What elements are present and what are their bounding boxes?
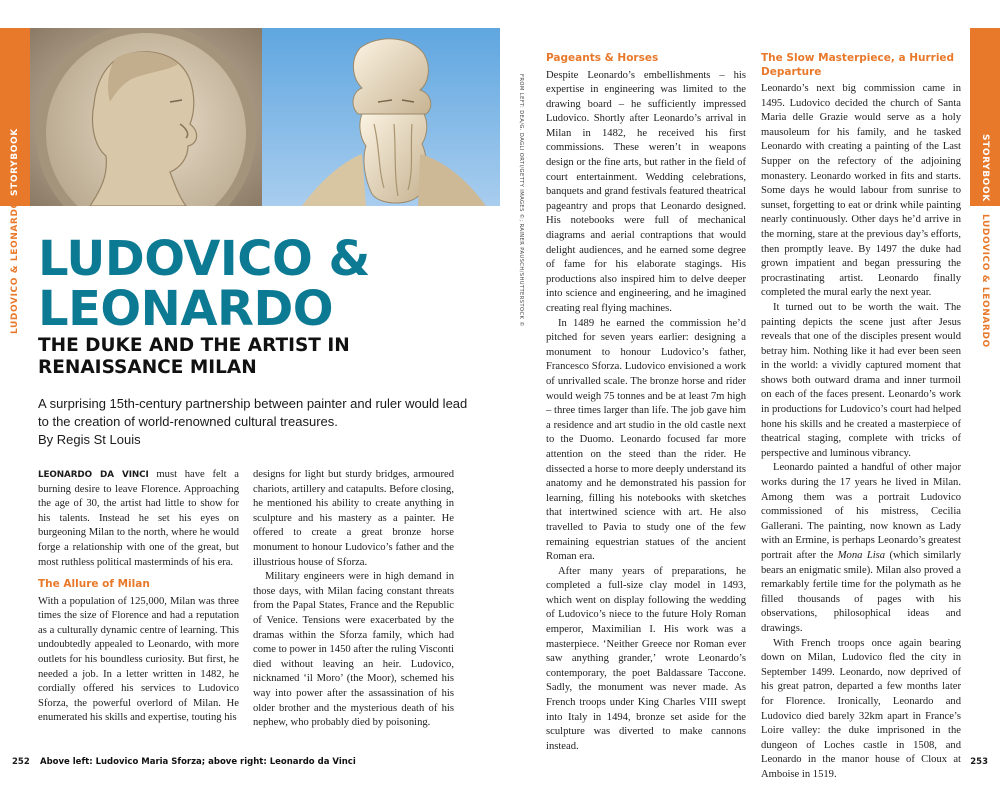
body-paragraph: With French troops once again bearing down on Milan, Ludovico fled the city in September 1499. Leonardo, now deprived of his great patron, departed a few months later for Florence. Ironically, Leonardo and Ludovico died barely 32km apart in France’s Loire valley: the duke imprisoned in the dungeon of Loches castle in 1508, and Leonardo in the manor house of Cloux at Amboise in 1519.	[761, 637, 961, 780]
body-paragraph: With a population of 125,000, Milan was three times the size of Florence and had a reputation as a culturally dynamic centre of learning. This undoubtedly appealed to Leonardo, with more outlets for his boundless curiosity. But first, he needed a job. In a letter written in 1482, he cordially offered his services to Ludovico Sforza, the powerful overlord of Milan. He enumerated his skills and expertise, touting his	[38, 595, 239, 724]
body-text: (which similarly bears an enigmatic smile). Milan also proved a remarkably fertile time for the polymath as he filled thousands of pages with his observations, philosophical ideas and drawings.	[761, 550, 961, 634]
body-text: must have felt a burning desire to leave Florence. Approaching the age of 30, the artist had little to show for his talents. Instead he set his eyes on burgeoning Milan to the north, where he would forge a relationship with one of the great, but most ruthless political masterminds of his era.	[38, 469, 240, 568]
body-paragraph: Despite Leonardo’s embellishments – his expertise in engineering was limited to the drawing board – he sufficiently impressed Ludovico. Shortly after Leonardo’s arrival in Milan in 1482, he received his first commissions. These weren’t in weapons design or the fine arts, but rather in the field of court entertainment. Wedding celebrations, banquets and grand festivals featured theatrical pageantry and props that Leonardo designed. His notebooks were full of mechanical diagrams and aerial contraptions that would delight audiences, and he earned some degree of fame for his elaborate stagings. His productions also inspired him to delve deeper into science and engineering, and he imagined creating real flying machines.	[546, 69, 746, 314]
body-column-3	[546, 52, 746, 754]
body-paragraph: It turned out to be worth the wait. The painting depicts the scene just after Jesus reveals that one of the disciples present would betray him. Nothing like it had ever been seen in the world: a vividly captured moment that shows both outward drama and inner turmoil on each of the faces present. Leonardo’s work in productions for Ludovico’s court had helped hone his skills and he created a masterpiece of theatrical staging, complete with tricks of perspective and luminous vibrancy.	[761, 301, 961, 459]
standfirst-text: A surprising 15th-century partnership between painter and ruler would lead to the creation of world-renowned cultural treasures.	[38, 396, 468, 429]
article-title-line-1: LUDOVICO &	[38, 231, 370, 287]
photo-ludovico-sforza	[30, 28, 262, 206]
body-column-1	[38, 468, 239, 726]
body-text: Leonardo painted a handful of other major works during the 17 years he lived in Milan. Among them was a portrait Ludovico commissioned of his mistress, Cecilia Gallerani. The painting, now known as Lady with an Ermine, is perhaps Leonardo’s greatest portrait after the	[761, 462, 961, 561]
body-paragraph: designs for light but sturdy bridges, armoured chariots, artillery and catapults. Before closing, he mentioned his ability to create anything in sculpture and his mastery as a painter. He offered to create a great bronze horse monument to honour Ludovico’s father and the illustrious house of Sforza.	[253, 469, 454, 568]
section-heading: Pageants & Horses	[546, 52, 659, 64]
image-caption: Above left: Ludovico Maria Sforza; above right: Leonardo da Vinci	[40, 757, 356, 767]
photo-leonardo-statue	[262, 28, 500, 206]
running-head-left: LUDOVICO & LEONARDO	[10, 200, 20, 334]
section-heading: The Allure of Milan	[38, 578, 150, 591]
section-heading: The Slow Masterpiece, a Hurried Departure	[761, 52, 955, 78]
running-head-right: LUDOVICO & LEONARDO	[980, 214, 990, 348]
body-paragraph: In 1489 he earned the commission he’d pitched for seven years earlier: designing a monument to honour Ludovico’s father, Francesco Sforza. Ludovico envisioned a work of unrivalled scale. The bronze horse and rider would weigh 75 tonnes and be at least 7m high – three times larger than life. The job gave him a residence and art studio in the old castle next to the Duomo. Leonardo focused far more attention on the steed than the rider. He dissected a horse to more deeply understand its anatomy and he demonstrated his passion for learning, filling his notebooks with sketches that intertwined science with art. He also travelled to Pavia to study one of the few remaining equestrian statues of the ancient Roman era.	[546, 317, 746, 563]
body-paragraph: Leonardo’s next big commission came in 1495. Ludovico decided the church of Santa Maria delle Grazie would serve as a holy mausoleum for his family, and he tasked Leonardo with creating a painting of the Last Supper on the refectory of the adjoining monastery. Leonardo worked in fits and starts. Some days he would labour from sunrise to sunset, forgetting to eat or drink while painting nearly continuously. Other days he’d arrive in the morning, stare at the previous day’s efforts, then promptly leave. By 1497 the duke had grown impatient and began pressuring the procrastinating artist. Leonardo finally completed the mural early the next year.	[761, 83, 961, 299]
statue-image	[262, 28, 500, 206]
article-subtitle-line-2: RENAISSANCE MILAN	[38, 357, 257, 378]
body-paragraph: Military engineers were in high demand in those days, with Milan facing constant threats from the Papal States, France and the Republic of Venice. Tensions were exacerbated by the dramas within the Sforza family, which had come to power in 1450 after the ruling Visconti died without leaving an heir. Ludovico, nicknamed ‘il Moro’ (the Moor), schemed his way into power after the assassination of his older brother and the mysterious death of his nephew, who probably died by poisoning.	[253, 571, 454, 729]
body-column-4	[761, 52, 961, 783]
article-subtitle-line-1: THE DUKE AND THE ARTIST IN	[38, 335, 350, 356]
body-paragraph	[38, 468, 239, 570]
article-title-line-2: LEONARDO	[38, 281, 334, 337]
body-paragraph: After many years of preparations, he completed a full-size clay model in 1493, which went on display following the wedding of Ludovico’s niece to the future Holy Roman emperor, Maximilian I. His work was a masterpiece. ‘Neither Greece nor Roman ever saw anything grander,’ wrote Leonardo’s contemporary, the poet Baldassare Taccone. Sadly, the monument was never made. As French troops under King Charles VIII swept into Italy in 1494, bronze set aside for the sculpture was diverted to make cannons instead.	[546, 565, 746, 752]
article-title	[38, 231, 488, 337]
page-number-right: 253	[970, 757, 988, 767]
lead-in: LEONARDO DA VINCI	[38, 470, 149, 480]
page-number-left: 252	[12, 757, 30, 767]
body-column-2	[253, 468, 454, 731]
section-tab-left	[0, 28, 30, 206]
artwork-title: Mona Lisa	[837, 550, 886, 561]
section-tab-label-left: STORYBOOK	[10, 128, 20, 196]
photo-credit: FROM LEFT: DEA/G. DAGLI ORTI/GETTY IMAGES ©; RAINER PAUSCH/SHUTTERSTOCK ©	[518, 74, 524, 327]
byline: By Regis St Louis	[38, 432, 141, 447]
portrait-relief-image	[30, 28, 262, 206]
section-tab-label-right: STORYBOOK	[980, 134, 990, 202]
article-subtitle	[38, 335, 488, 379]
body-paragraph	[761, 461, 961, 636]
standfirst	[38, 395, 478, 449]
section-tab-right	[970, 28, 1000, 206]
